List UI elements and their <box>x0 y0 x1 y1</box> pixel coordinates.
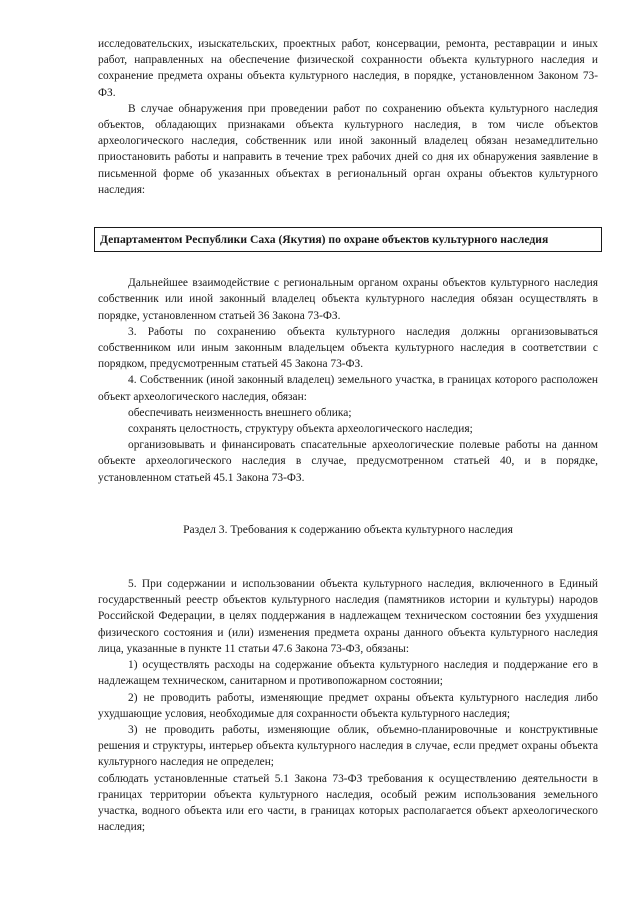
item-5-last: соблюдать установленные статьей 5.1 Закона 73-ФЗ требования к осуществлению деятельности в границах территории объекта культурного наследия, особый режим использования земельного участка, водного объекта или его части, в границах которых располагается объект археологического наследия; <box>98 772 598 834</box>
item-5-1: 1) осуществлять расходы на содержание объекта культурного наследия и поддержание его в надлежащем техническом, санитарном и противопожарном состоянии; <box>98 659 598 688</box>
item-5-2: 2) не проводить работы, изменяющие предмет охраны объекта культурного наследия либо ухудшающие условия, необходимые для сохранности объекта культурного наследия; <box>98 691 598 720</box>
authority-box: Департаментом Республики Саха (Якутия) по охране объектов культурного наследия <box>94 227 602 252</box>
section-3-heading: Раздел 3. Требования к содержанию объекта культурного наследия <box>183 522 513 536</box>
item-5: 5. При содержании и использовании объекта культурного наследия, включенного в Единый государственный реестр объектов культурного наследия (памятников истории и культуры) народов Российской Федерации, в целях поддержания в надлежащем техническом состоянии без ухудшения физического состояния и (или) изменения предмета охраны данного объекта культурного наследия лица, указанные в пункте 11 статьи 47.6 Закона 73-ФЗ, обязаны: <box>98 578 598 655</box>
item-4-a: обеспечивать неизменность внешнего облика; <box>128 406 352 419</box>
item-4: 4. Собственник (иной законный владелец) земельного участка, в границах которого расположен объект археологического наследия, обязан: <box>98 374 598 403</box>
item-5-3: 3) не проводить работы, изменяющие облик, объемно-планировочные и конструктивные решения и структуры, интерьер объекта культурного наследия в случае, если предмет охраны объекта культурного наследия не определен; <box>98 723 598 769</box>
item-3: 3. Работы по сохранению объекта культурного наследия должны организовываться собственником или иным законным владельцем объекта культурного наследия в соответствии с порядком, предусмотренным статьей 45 Закона 73-ФЗ. <box>98 325 598 371</box>
item-4-b: сохранять целостность, структуру объекта археологического наследия; <box>128 423 473 436</box>
item-4-c: организовывать и финансировать спасательные археологические полевые работы на данном объекте археологического наследия в случае, предусмотренном статьей 40, и в порядке, установленном статьей 45.1 Закона 73-ФЗ. <box>98 439 598 484</box>
paragraph-discovery: В случае обнаружения при проведении работ по сохранению объекта культурного наследия объектов, обладающих признаками объекта культурного наследия, в том числе объектов археологического наследия, собственник или иной законный владелец обязан незамедлительно приостановить работы и направить в течение трех рабочих дней со дня их обнаружения заявление в письменной форме об указанных объектах в региональный орган охраны объектов культурного наследия: <box>98 102 598 196</box>
paragraph-intro: исследовательских, изыскательских, проектных работ, консервации, ремонта, реставрации и иных работ, направленных на обеспечение физической сохранности объекта культурного наследия и сохранение предмета охраны объекта культурного наследия, в порядке, установленном Законом 73-ФЗ. <box>98 38 598 99</box>
paragraph-interaction: Дальнейшее взаимодействие с региональным органом охраны объектов культурного наследия собственник или иной законный владелец объекта культурного наследия обязан осуществлять в порядке, установленном статьей 36 Закона 73-ФЗ. <box>98 277 598 322</box>
